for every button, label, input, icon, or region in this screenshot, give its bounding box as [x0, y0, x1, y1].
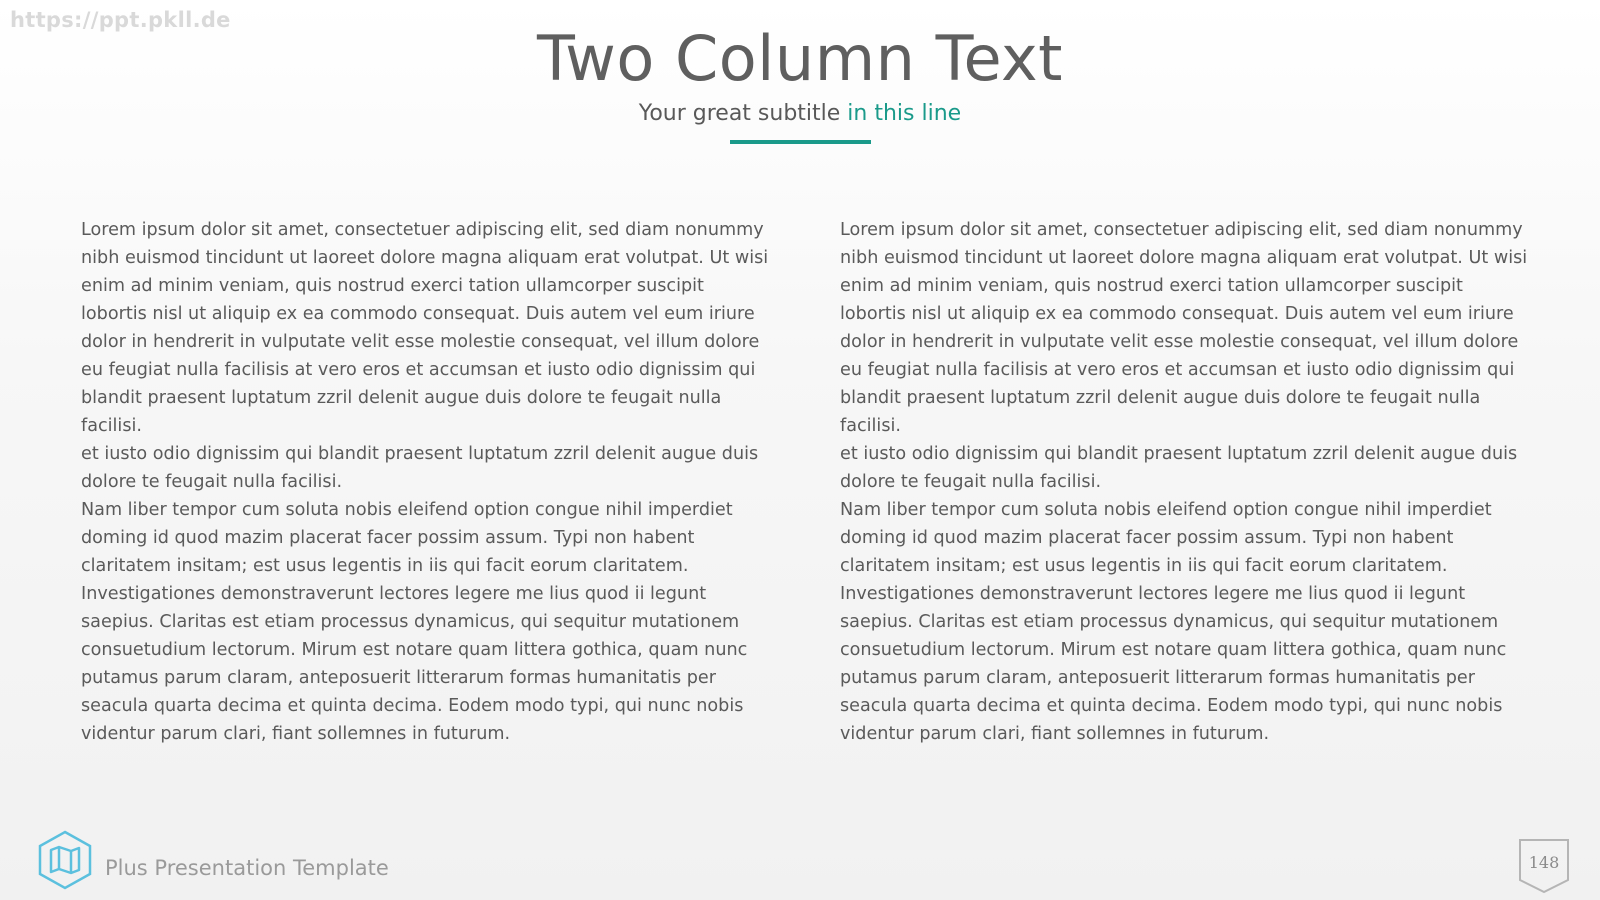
page-title: Two Column Text [537, 22, 1063, 95]
text-column-right [840, 216, 1530, 748]
column-paragraph: Lorem ipsum dolor sit amet, consectetuer adipiscing elit, sed diam nonummy nibh euismod tincidunt ut laoreet dolore magna aliquam erat volutpat. Ut wisi enim ad minim veniam, quis nostrud exerci tation ullamcorper suscipit lobortis nisl ut aliquip ex ea commodo consequat. Duis autem vel eum iriure dolor in hendrerit in vulputate velit esse molestie consequat, vel illum dolore eu feugiat nulla facilisis at vero eros et accumsan et iusto odio dignissim qui blandit praesent luptatum zzril delenit augue duis dolore te feugait nulla facilisi. [81, 220, 769, 436]
text-column-left [81, 216, 771, 748]
column-paragraph: et iusto odio dignissim qui blandit praesent luptatum zzril delenit augue duis dolore te feugait nulla facilisi. [81, 444, 759, 492]
watermark-url: https://ppt.pkll.de [10, 8, 231, 32]
column-paragraph: Nam liber tempor cum soluta nobis eleifend option congue nihil imperdiet doming id quod mazim placerat facer possim assum. Typi non habent claritatem insitam; est usus legentis in iis qui facit eorum claritatem. Investigationes demonstraverunt lectores legere me lius quod ii legunt saepius. Claritas est etiam processus dynamicus, qui sequitur mutationem consuetudium lectorum. Mirum est notare quam littera gothica, quam nunc putamus parum claram, anteposuerit litterarum formas humanitatis per seacula quarta decima et quinta decima. Eodem modo typi, qui nunc nobis videntur parum clari, fiant sollemnes in futurum. [840, 500, 1507, 744]
column-paragraph: Nam liber tempor cum soluta nobis eleifend option congue nihil imperdiet doming id quod mazim placerat facer possim assum. Typi non habent claritatem insitam; est usus legentis in iis qui facit eorum claritatem. Investigationes demonstraverunt lectores legere me lius quod ii legunt saepius. Claritas est etiam processus dynamicus, qui sequitur mutationem consuetudium lectorum. Mirum est notare quam littera gothica, quam nunc putamus parum claram, anteposuerit litterarum formas humanitatis per seacula quarta decima et quinta decima. Eodem modo typi, qui nunc nobis videntur parum clari, fiant sollemnes in futurum. [81, 500, 748, 744]
page-subtitle [0, 101, 1600, 126]
template-name: Plus Presentation Template [105, 856, 389, 880]
column-paragraph: Lorem ipsum dolor sit amet, consectetuer adipiscing elit, sed diam nonummy nibh euismod tincidunt ut laoreet dolore magna aliquam erat volutpat. Ut wisi enim ad minim veniam, quis nostrud exerci tation ullamcorper suscipit lobortis nisl ut aliquip ex ea commodo consequat. Duis autem vel eum iriure dolor in hendrerit in vulputate velit esse molestie consequat, vel illum dolore eu feugiat nulla facilisis at vero eros et accumsan et iusto odio dignissim qui blandit praesent luptatum zzril delenit augue duis dolore te feugait nulla facilisi. [840, 220, 1528, 436]
column-paragraph: et iusto odio dignissim qui blandit praesent luptatum zzril delenit augue duis dolore te feugait nulla facilisi. [840, 444, 1518, 492]
subtitle-underline [730, 140, 871, 144]
page-number: 148 [1528, 853, 1560, 872]
subtitle-plain: Your great subtitle [638, 101, 848, 126]
subtitle-accent: in this line [847, 101, 962, 126]
map-icon [35, 830, 95, 890]
